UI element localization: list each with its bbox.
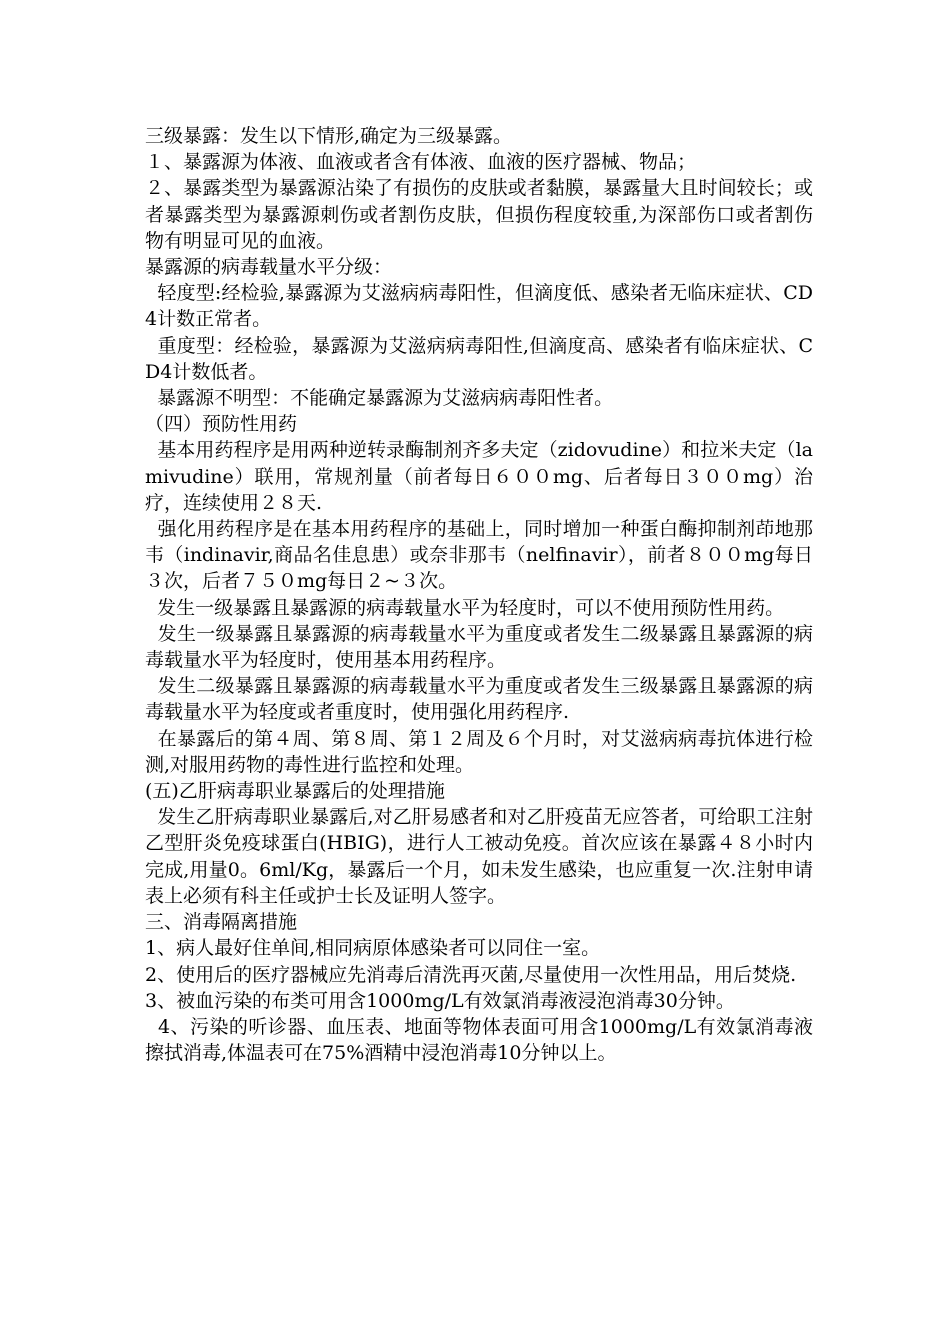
paragraph-no-prophylaxis: 发生一级暴露且暴露源的病毒载量水平为轻度时，可以不使用预防性用药。 bbox=[145, 596, 785, 619]
paragraph-mild-type: 轻度型:经检验,暴露源为艾滋病病毒阳性，但滴度低、感染者无临床症状、CD4计数正常者。 bbox=[145, 282, 813, 331]
paragraph-disinfection-item-3: 3、被血污染的布类可用含1000mg/L有效氯消毒液浸泡消毒30分钟。 bbox=[145, 989, 735, 1012]
section-heading-hepatitis-b: (五)乙肝病毒职业暴露后的处理措施 bbox=[145, 780, 445, 803]
paragraph-use-enhanced-regimen: 发生二级暴露且暴露源的病毒载量水平为重度或者发生三级暴露且暴露源的病毒载量水平为轻度或者重度时，使用强化用药程序. bbox=[145, 675, 813, 724]
paragraph-hbig-immunization: 发生乙肝病毒职业暴露后,对乙肝易感者和对乙肝疫苗无应答者，可给职工注射乙型肝炎免疫球蛋白(HBIG)，进行人工被动免疫。首次应该在暴露４８小时内完成,用量0。6ml/Kg，暴露后一个月，如未发生感染，也应重复一次.注射申请表上必须有科主任或护士长及证明人签字。 bbox=[145, 806, 813, 907]
paragraph-follow-up-testing: 在暴露后的第４周、第８周、第１２周及６个月时，对艾滋病病毒抗体进行检测,对服用药物的毒性进行监控和处理。 bbox=[145, 727, 813, 776]
paragraph-severe-type: 重度型：经检验，暴露源为艾滋病病毒阳性,但滴度高、感染者有临床症状、CD4计数低者。 bbox=[145, 334, 813, 383]
paragraph-level3-item-2: ２、暴露类型为暴露源沾染了有损伤的皮肤或者黏膜，暴露量大且时间较长；或者暴露类型为暴露源刺伤或者割伤皮肤，但损伤程度较重,为深部伤口或者割伤物有明显可见的血液。 bbox=[145, 177, 813, 252]
paragraph-basic-regimen: 基本用药程序是用两种逆转录酶制剂齐多夫定（zidovudine）和拉米夫定（lamivudine）联用，常规剂量（前者每日６００mg、后者每日３００mg）治疗，连续使用２８天. bbox=[145, 439, 813, 514]
paragraph-viral-load-heading: 暴露源的病毒载量水平分级： bbox=[145, 256, 393, 279]
paragraph-level3-exposure-heading: 三级暴露：发生以下情形,确定为三级暴露。 bbox=[145, 125, 513, 147]
paragraph-unknown-type: 暴露源不明型：不能确定暴露源为艾滋病病毒阳性者。 bbox=[145, 387, 614, 410]
paragraph-disinfection-item-1: 1、病人最好住单间,相同病原体感染者可以同住一室。 bbox=[145, 937, 601, 960]
paragraph-level3-item-1: １、暴露源为体液、血液或者含有体液、血液的医疗器械、物品； bbox=[145, 151, 697, 174]
section-heading-prophylaxis: （四）预防性用药 bbox=[145, 413, 298, 436]
paragraph-disinfection-item-4: 4、污染的听诊器、血压表、地面等物体表面可用含1000mg/L有效氯消毒液擦拭消毒,体温表可在75%酒精中浸泡消毒10分钟以上。 bbox=[145, 1015, 813, 1065]
document-body bbox=[145, 123, 813, 1066]
paragraph-disinfection-item-2: 2、使用后的医疗器械应先消毒后清洗再灭菌,尽量使用一次性用品，用后焚烧. bbox=[145, 963, 797, 986]
paragraph-enhanced-regimen: 强化用药程序是在基本用药程序的基础上，同时增加一种蛋白酶抑制剂茚地那韦（indinavir,商品名佳息患）或奈非那韦（nelfinavir），前者８００mg每日３次，后者７５０mg每日２~３次。 bbox=[145, 518, 813, 593]
section-heading-disinfection: 三、消毒隔离措施 bbox=[145, 911, 298, 934]
paragraph-use-basic-regimen: 发生一级暴露且暴露源的病毒载量水平为重度或者发生二级暴露且暴露源的病毒载量水平为轻度时，使用基本用药程序。 bbox=[145, 622, 813, 672]
